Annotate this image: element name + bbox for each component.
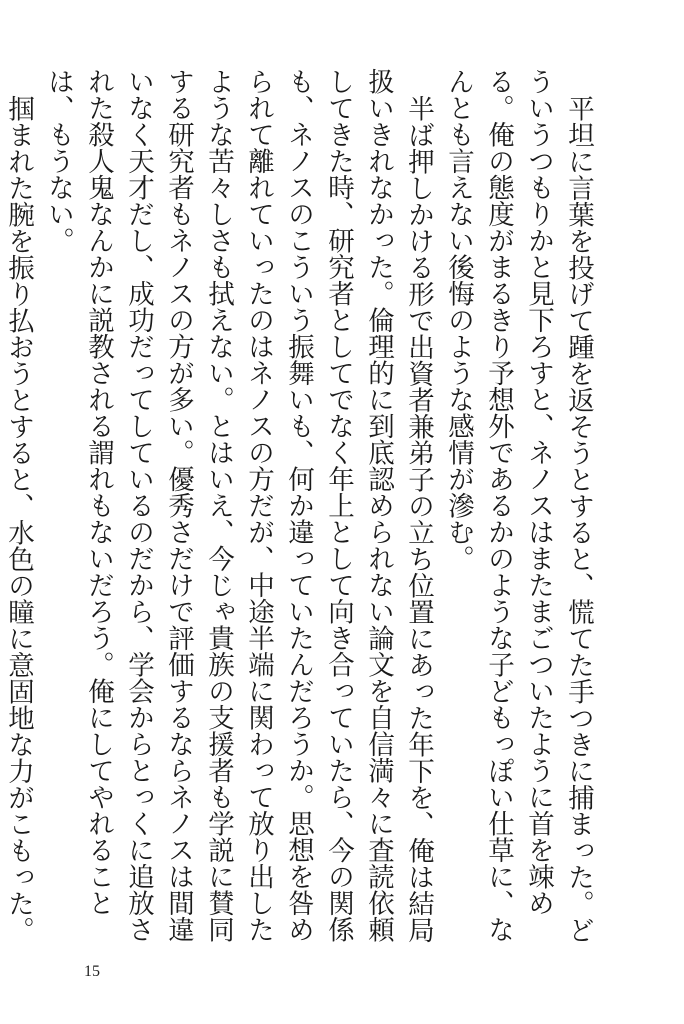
paragraph-3: 掴まれた腕を振り払おうとすると、水色の瞳に意固地な力がこもった。 [3,94,34,943]
vertical-text-body [0,68,598,968]
paragraph-2: 半ば押しかける形で出資者兼弟子の立ち位置にあった年下を、俺は結局扱いきれなかった。倫理的に到底認められない論文を自信満々に査読依頼してきた時、研究者としてでなく年上として向き合っていたら、今の関係も、ネノスのこういう振舞いも、何か違っていたんだろうか。思想を咎められて離れていったのはネノスの方だが、中途半端に関わって放り出したような苦々しさも拭えない。とはいえ、今じゃ貴族の支援者も学説に賛同する研究者もネノスの方が多い。優秀さだけで評価するならネノスは間違いなく天才だし、成功だってしているのだから、学会からとっくに追放された殺人鬼なんかに説教される謂れもないだろう。俺にしてやれることは、もうない。 [43,68,434,943]
paragraph-1: 平坦に言葉を投げて踵を返そうとすると、慌てた手つきに捕まった。どういうつもりかと見下ろすと、ネノスはまたまごついたように首を竦める。俺の態度がまるきり予想外であるかのような子どもっぽい仕草に、なんとも言えない後悔のような感情が滲む。 [443,68,594,943]
page-number: 15 [84,963,100,980]
